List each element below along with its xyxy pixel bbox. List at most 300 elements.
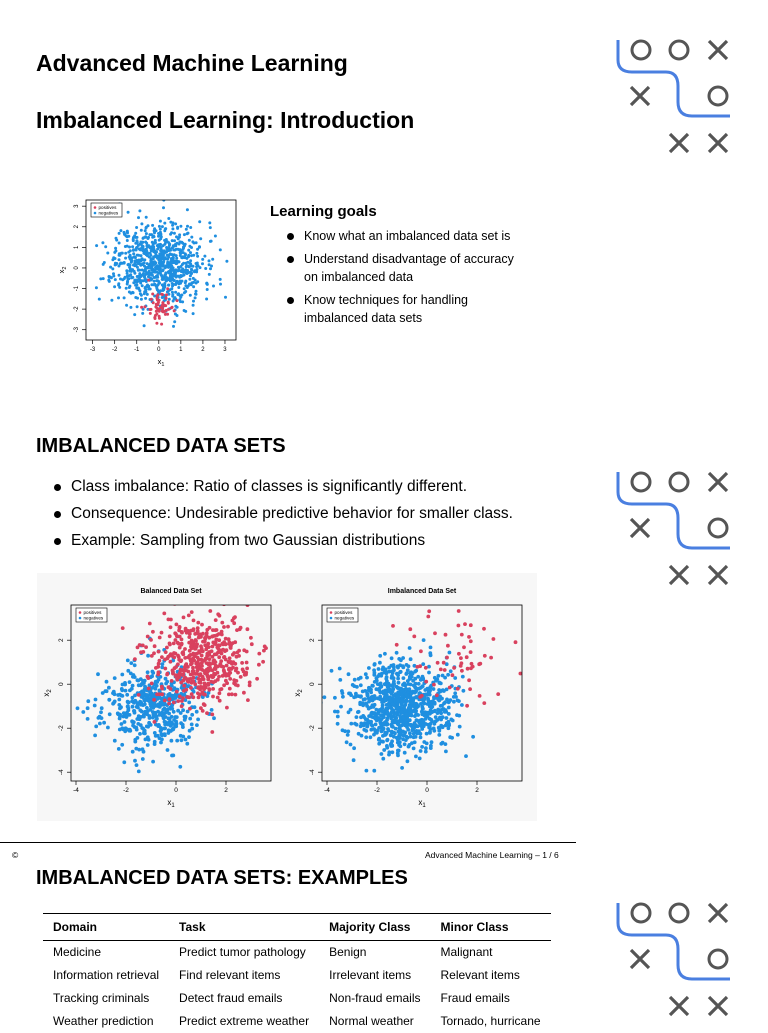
negatives-point xyxy=(380,672,384,676)
positives-point xyxy=(462,645,466,649)
negatives-point xyxy=(378,719,382,723)
negatives-point xyxy=(429,686,433,690)
negatives-point xyxy=(144,279,147,282)
negatives-point xyxy=(135,763,139,767)
negatives-point xyxy=(195,252,198,255)
negatives-point xyxy=(377,726,381,730)
positives-point xyxy=(163,699,167,703)
x-tick-label: 3 xyxy=(223,347,227,353)
negatives-point xyxy=(426,697,430,701)
positives-point xyxy=(210,730,214,734)
negatives-point xyxy=(162,260,165,263)
negatives-point xyxy=(373,703,377,707)
negatives-point xyxy=(191,240,194,243)
positives-point xyxy=(239,675,243,679)
negatives-point xyxy=(437,674,441,678)
negatives-point xyxy=(111,258,114,261)
negatives-point xyxy=(134,284,137,287)
negatives-point xyxy=(378,661,382,665)
positives-point xyxy=(184,663,188,667)
negatives-point xyxy=(107,279,110,282)
negatives-point xyxy=(375,676,379,680)
negatives-point xyxy=(417,682,421,686)
negatives-point xyxy=(190,713,194,717)
negatives-point xyxy=(149,259,152,262)
positives-point xyxy=(171,670,175,674)
negatives-point xyxy=(146,743,150,747)
negatives-point xyxy=(442,707,446,711)
negatives-point xyxy=(401,737,405,741)
negatives-point xyxy=(125,287,128,290)
positives-point xyxy=(195,665,199,669)
positives-point xyxy=(489,656,493,660)
negatives-point xyxy=(449,669,453,673)
negatives-point xyxy=(132,264,135,267)
negatives-point xyxy=(404,700,408,704)
negatives-point xyxy=(397,743,401,747)
negatives-point xyxy=(133,759,137,763)
y-tick-label: 3 xyxy=(74,204,80,208)
positives-point xyxy=(175,634,179,638)
negatives-point xyxy=(381,757,385,761)
positives-point xyxy=(179,668,183,672)
table-header: Domain xyxy=(43,914,169,941)
positives-point xyxy=(200,654,204,658)
negatives-point xyxy=(156,248,159,251)
negatives-point xyxy=(139,279,142,282)
negatives-point xyxy=(404,672,408,676)
negatives-point xyxy=(131,705,135,709)
negatives-point xyxy=(416,724,420,728)
positives-point xyxy=(224,679,228,683)
negatives-point xyxy=(188,278,191,281)
negatives-point xyxy=(129,306,132,309)
negatives-point xyxy=(199,237,202,240)
positives-point xyxy=(231,653,235,657)
negatives-point xyxy=(142,750,146,754)
negatives-point xyxy=(145,725,149,729)
negatives-point xyxy=(126,705,130,709)
negatives-point xyxy=(424,746,428,750)
legend-marker xyxy=(79,617,82,620)
negatives-point xyxy=(170,279,173,282)
negatives-point xyxy=(180,294,183,297)
negatives-point xyxy=(151,760,155,764)
negatives-point xyxy=(147,286,150,289)
negatives-point xyxy=(138,274,141,277)
negatives-point xyxy=(352,746,356,750)
negatives-point xyxy=(158,225,161,228)
negatives-point xyxy=(367,696,371,700)
negatives-point xyxy=(464,754,468,758)
negatives-point xyxy=(367,686,371,690)
positives-point xyxy=(152,698,156,702)
negatives-point xyxy=(159,220,162,223)
negatives-point xyxy=(219,283,222,286)
negatives-point xyxy=(128,256,131,259)
negatives-point xyxy=(454,695,458,699)
negatives-point xyxy=(81,710,85,714)
negatives-point xyxy=(124,252,127,255)
negatives-point xyxy=(378,697,382,701)
negatives-point xyxy=(143,258,146,261)
positives-point xyxy=(467,635,471,639)
negatives-point xyxy=(166,748,170,752)
course-title: Advanced Machine Learning xyxy=(36,50,348,76)
positives-point xyxy=(412,635,416,639)
legend-marker xyxy=(94,206,97,209)
negatives-point xyxy=(428,651,432,655)
positives-point xyxy=(222,683,226,687)
negatives-point xyxy=(448,735,452,739)
negatives-point xyxy=(170,739,174,743)
positives-point xyxy=(172,656,176,660)
negatives-point xyxy=(121,262,124,265)
negatives-point xyxy=(196,718,200,722)
negatives-point xyxy=(144,288,147,291)
negatives-point xyxy=(183,244,186,247)
negatives-point xyxy=(181,267,184,270)
positives-point xyxy=(206,678,210,682)
negatives-point xyxy=(168,717,172,721)
y-tick-label: 2 xyxy=(309,638,316,643)
learning-goals-list xyxy=(270,227,514,332)
negatives-point xyxy=(392,663,396,667)
negatives-point xyxy=(190,236,193,239)
positives-point xyxy=(226,625,230,629)
negatives-point xyxy=(409,657,413,661)
negatives-point xyxy=(461,675,465,679)
positives-point xyxy=(250,642,254,646)
negatives-point xyxy=(120,726,124,730)
positives-point xyxy=(225,706,229,710)
negatives-point xyxy=(384,720,388,724)
positives-point xyxy=(174,665,178,669)
positives-point xyxy=(482,701,486,705)
negatives-point xyxy=(76,706,80,710)
negatives-point xyxy=(107,686,111,690)
positives-point xyxy=(467,678,471,682)
positives-point xyxy=(214,618,218,622)
y-tick-label: 1 xyxy=(74,245,80,250)
positives-point xyxy=(257,652,261,656)
negatives-point xyxy=(153,731,157,735)
positives-point xyxy=(218,699,222,703)
negatives-point xyxy=(403,731,407,735)
positives-point xyxy=(220,621,224,625)
positives-point xyxy=(140,306,143,309)
negatives-point xyxy=(170,258,173,261)
table-cell: Detect fraud emails xyxy=(179,991,283,1005)
positives-point xyxy=(155,313,158,316)
table-cell: Medicine xyxy=(53,945,102,959)
positives-point xyxy=(175,690,179,694)
negatives-point xyxy=(180,256,183,259)
positives-point xyxy=(456,687,460,691)
positives-point xyxy=(153,720,157,724)
positives-point xyxy=(143,305,146,308)
negatives-point xyxy=(396,754,400,758)
positives-point xyxy=(255,677,259,681)
negatives-point xyxy=(365,769,369,773)
positives-point xyxy=(197,685,201,689)
negatives-point xyxy=(137,268,140,271)
negatives-point xyxy=(177,292,180,295)
positives-point xyxy=(229,667,233,671)
negatives-point xyxy=(138,209,141,212)
positives-point xyxy=(196,691,200,695)
negatives-point xyxy=(164,275,167,278)
positives-point xyxy=(236,671,240,675)
positives-point xyxy=(210,713,214,717)
positives-point xyxy=(245,661,249,665)
negatives-point xyxy=(209,267,212,270)
table-row xyxy=(43,964,551,987)
negatives-point xyxy=(446,673,450,677)
positives-point xyxy=(204,647,208,651)
negatives-point xyxy=(167,241,170,244)
legend-label: negatives xyxy=(98,210,119,216)
positives-point xyxy=(190,680,194,684)
negatives-point xyxy=(110,299,113,302)
footer-copyright: © xyxy=(12,850,19,860)
negatives-point xyxy=(219,248,222,251)
negatives-point xyxy=(99,710,103,714)
negatives-point xyxy=(387,750,391,754)
negatives-point xyxy=(161,714,165,718)
negatives-point xyxy=(123,296,126,299)
positives-point xyxy=(150,654,154,658)
negatives-point xyxy=(126,231,129,234)
negatives-point xyxy=(418,721,422,725)
negatives-point xyxy=(140,710,144,714)
negatives-point xyxy=(186,232,189,235)
negatives-point xyxy=(160,703,164,707)
negatives-point xyxy=(408,646,412,650)
positives-point xyxy=(248,684,252,688)
negatives-point xyxy=(408,687,412,691)
negatives-point xyxy=(157,724,161,728)
negatives-point xyxy=(137,244,140,247)
negatives-point xyxy=(396,749,400,753)
negatives-point xyxy=(136,305,139,308)
positives-point xyxy=(192,676,196,680)
negatives-point xyxy=(128,291,131,294)
positives-point xyxy=(176,299,179,302)
negatives-point xyxy=(171,227,174,230)
negatives-point xyxy=(135,705,139,709)
negatives-point xyxy=(109,266,112,269)
y-axis-label: $x_2$ xyxy=(293,689,304,697)
negatives-point xyxy=(339,705,343,709)
negatives-point xyxy=(162,287,165,290)
negatives-point xyxy=(127,701,131,705)
table-cell: Fraud emails xyxy=(440,991,510,1005)
y-tick-label: -2 xyxy=(58,725,65,732)
negatives-point xyxy=(136,266,139,269)
negatives-point xyxy=(357,732,361,736)
positives-point xyxy=(272,676,276,680)
table-header-row xyxy=(43,914,551,941)
x-tick-label: 0 xyxy=(157,347,161,353)
positives-point xyxy=(151,630,155,634)
legend-marker xyxy=(79,611,82,614)
negatives-point xyxy=(167,278,170,281)
positives-point xyxy=(150,298,153,301)
negatives-point xyxy=(398,687,402,691)
positives-point xyxy=(444,633,448,637)
negatives-point xyxy=(392,731,396,735)
negatives-point xyxy=(163,256,166,259)
negatives-point xyxy=(400,766,404,770)
negatives-point xyxy=(367,707,371,711)
x-tick-label: 0 xyxy=(174,787,178,794)
negatives-point xyxy=(193,269,196,272)
legend-label: positives xyxy=(334,610,353,616)
positives-point xyxy=(496,692,500,696)
y-axis-label: $x_2$ xyxy=(42,689,53,697)
negatives-point xyxy=(171,728,175,732)
negatives-point xyxy=(187,735,191,739)
negatives-point xyxy=(158,244,161,247)
negatives-point xyxy=(185,228,188,231)
positives-point xyxy=(204,657,208,661)
negatives-point xyxy=(151,263,154,266)
negatives-point xyxy=(125,234,128,237)
negatives-point xyxy=(192,312,195,315)
negatives-point xyxy=(108,275,111,278)
legend-label: positives xyxy=(98,205,117,211)
positives-point xyxy=(165,297,168,300)
footer-page: – 1 / 6 xyxy=(535,850,559,860)
positives-point xyxy=(459,656,463,660)
negatives-point xyxy=(152,235,155,238)
positives-point xyxy=(146,675,150,679)
negatives-point xyxy=(118,258,121,261)
y-tick-label: 2 xyxy=(58,638,65,643)
positives-point xyxy=(211,661,215,665)
negatives-point xyxy=(353,678,357,682)
negatives-point xyxy=(357,710,361,714)
negatives-point xyxy=(365,676,369,680)
y-tick-label: 0 xyxy=(58,682,65,687)
negatives-point xyxy=(175,257,178,260)
imbalanced-scatter-plot xyxy=(288,575,533,817)
negatives-point xyxy=(361,701,365,705)
negatives-point xyxy=(126,272,129,275)
positives-point xyxy=(465,704,469,708)
negatives-point xyxy=(135,279,138,282)
negatives-point xyxy=(381,709,385,713)
positives-point xyxy=(222,602,226,606)
legend-label: negatives xyxy=(83,615,104,621)
negatives-point xyxy=(124,257,127,260)
negatives-point xyxy=(406,722,410,726)
section-title: IMBALANCED DATA SETS xyxy=(36,435,286,457)
footer-course xyxy=(425,850,559,860)
negatives-point xyxy=(134,296,137,299)
negatives-point xyxy=(169,221,172,224)
table-header: Task xyxy=(169,914,319,941)
positives-point xyxy=(169,660,173,664)
negatives-point xyxy=(439,724,443,728)
negatives-point xyxy=(128,680,132,684)
negatives-point xyxy=(140,222,143,225)
positives-point xyxy=(217,632,221,636)
positives-point xyxy=(197,696,201,700)
positives-point xyxy=(228,671,232,675)
negatives-point xyxy=(161,275,164,278)
negatives-point xyxy=(141,312,144,315)
negatives-point xyxy=(181,723,185,727)
negatives-point xyxy=(128,286,131,289)
positives-point xyxy=(223,655,227,659)
negatives-point xyxy=(93,704,97,708)
negatives-point xyxy=(369,735,373,739)
negatives-point xyxy=(159,234,162,237)
negatives-point xyxy=(206,288,209,291)
negatives-point xyxy=(406,682,410,686)
negatives-point xyxy=(410,675,414,679)
negatives-point xyxy=(455,713,459,717)
section-title: IMBALANCED DATA SETS: EXAMPLES xyxy=(36,867,408,889)
negatives-point xyxy=(382,748,386,752)
positives-point xyxy=(211,645,215,649)
positives-point xyxy=(182,689,186,693)
negatives-point xyxy=(142,249,145,252)
positives-point xyxy=(121,626,125,630)
negatives-point xyxy=(186,286,189,289)
negatives-point xyxy=(447,726,451,730)
negatives-point xyxy=(441,674,445,678)
negatives-point xyxy=(147,252,150,255)
negatives-point xyxy=(395,706,399,710)
negatives-point xyxy=(153,740,157,744)
negatives-point xyxy=(177,286,180,289)
negatives-point xyxy=(171,239,174,242)
positives-point xyxy=(169,687,173,691)
negatives-point xyxy=(412,705,416,709)
negatives-point xyxy=(130,276,133,279)
negatives-point xyxy=(127,251,130,254)
negatives-point xyxy=(173,271,176,274)
negatives-point xyxy=(86,699,90,703)
negatives-point xyxy=(183,718,187,722)
negatives-point xyxy=(416,675,420,679)
positives-point xyxy=(466,667,470,671)
positives-point xyxy=(240,661,244,665)
negatives-point xyxy=(178,276,181,279)
negatives-point xyxy=(401,683,405,687)
negatives-point xyxy=(413,740,417,744)
negatives-point xyxy=(183,309,186,312)
negatives-point xyxy=(189,251,192,254)
negatives-point xyxy=(400,701,404,705)
negatives-point xyxy=(402,676,406,680)
negatives-point xyxy=(378,654,382,658)
negatives-point xyxy=(139,292,142,295)
positives-point xyxy=(203,682,207,686)
negatives-point xyxy=(187,701,191,705)
negatives-point xyxy=(174,715,178,719)
positives-point xyxy=(163,667,167,671)
negatives-point xyxy=(131,750,135,754)
negatives-point xyxy=(372,733,376,737)
negatives-point xyxy=(148,233,151,236)
negatives-point xyxy=(142,689,146,693)
negatives-point xyxy=(363,697,367,701)
positives-point xyxy=(465,655,469,659)
